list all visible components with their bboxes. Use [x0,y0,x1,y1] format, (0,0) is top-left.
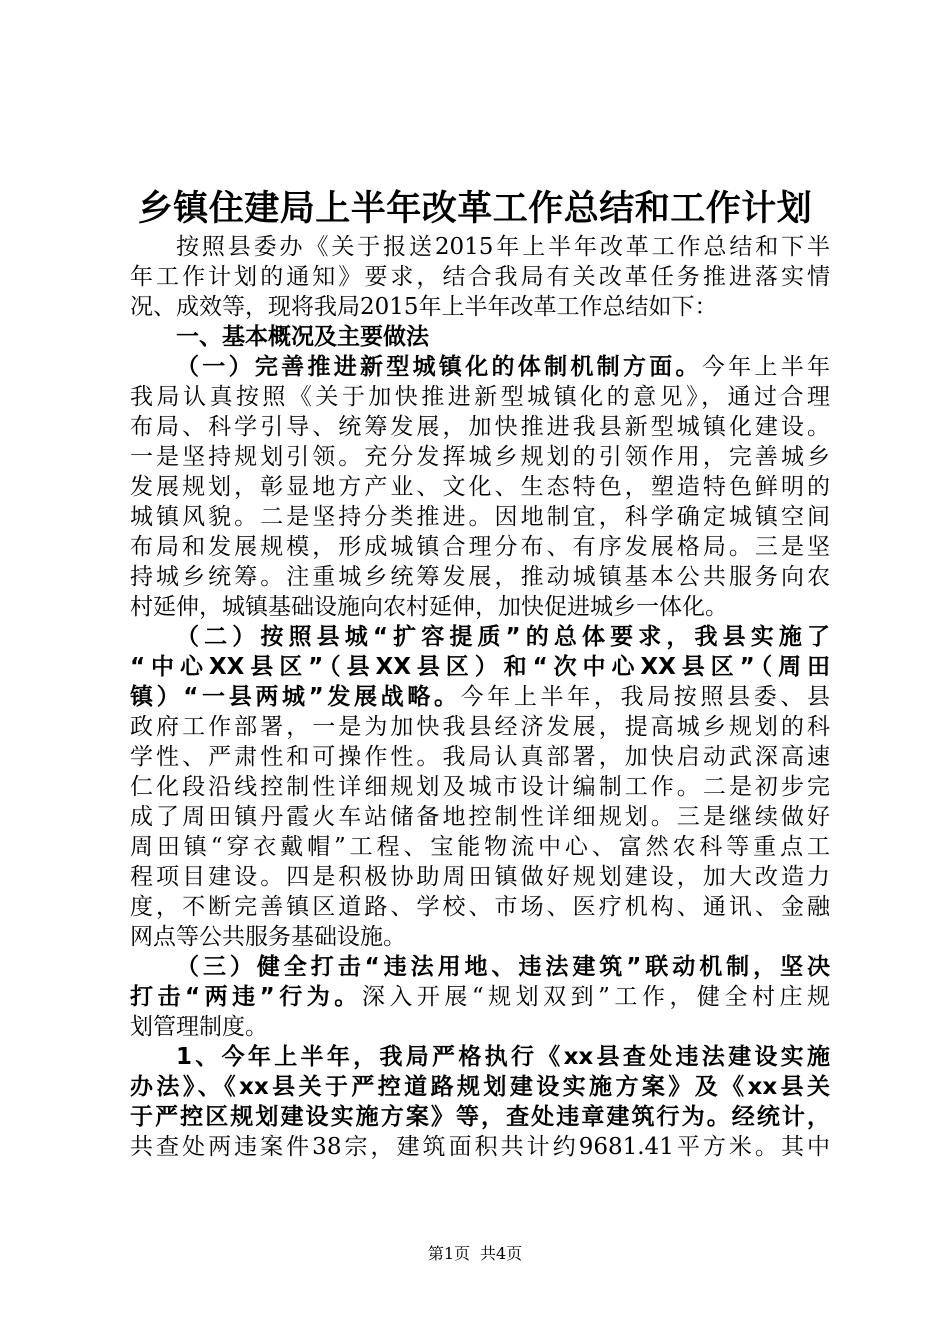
line-text: 周田镇“穿衣戴帽”工程、宝能物流中心、富然农科等重点工 [130,834,830,860]
body-line [130,262,830,292]
body-line [130,232,830,262]
body-line [130,772,830,802]
body-line [130,1072,830,1102]
body-line [130,352,830,382]
bold-text: 办法》、《xx县关于严控道路规划建设实施方案》及《xx县关 [130,1074,830,1100]
document-body [130,232,830,1162]
page-number: 第1页 [427,1244,470,1263]
bold-text: “中心XX县区”（县XX县区）和“次中心XX县区”（周田 [130,654,830,680]
bold-text: 打击“两违”行为。 [130,984,362,1010]
body-line [130,1102,830,1132]
body-line [130,412,830,442]
document-title: 乡镇住建局上半年改革工作总结和工作计划 [137,189,813,229]
line-text: 成了周田镇丹霞火车站储备地控制性详细规划。三是继续做好 [130,804,830,830]
body-line [130,502,830,532]
line-text: 年工作计划的通知》要求，结合我局有关改革任务推进落实情 [130,264,830,290]
body-line [130,742,830,772]
line-text: 布局和发展规模，形成城镇合理分布、有序发展格局。三是坚 [130,534,830,560]
body-line [130,622,830,652]
bold-text: 一、基本概况及主要做法 [176,324,429,350]
bold-text: 镇）“一县两城”发展战略。 [130,684,461,710]
body-line [130,472,830,502]
bold-text: 1、今年上半年，我局严格执行《xx县查处违法建设实施 [176,1044,830,1070]
page-footer [0,1244,950,1264]
bold-text: （二）按照县城“扩容提质”的总体要求，我县实施了 [176,624,830,650]
line-text: 一是坚持规划引领。充分发挥城乡规划的引领作用，完善城乡 [130,444,830,470]
body-line [130,592,830,622]
line-text: 划管理制度。 [130,1014,268,1040]
body-line [130,532,830,562]
line-text: 村延伸，城镇基础设施向农村延伸，加快促进城乡一体化。 [130,594,728,620]
line-text: 深入开展“规划双到”工作，健全村庄规 [361,984,830,1010]
line-text: 布局、科学引导、统筹发展，加快推进我县新型城镇化建设。 [130,414,830,440]
body-line [130,292,830,322]
body-line [130,922,830,952]
line-text: 今年上半年 [701,354,830,380]
body-line [130,802,830,832]
body-line [130,982,830,1012]
line-text: 网点等公共服务基础设施。 [130,924,406,950]
line-text: 政府工作部署，一是为加快我县经济发展，提高城乡规划的科 [130,714,830,740]
line-text: 城镇风貌。二是坚持分类推进。因地制宜，科学确定城镇空间 [130,504,830,530]
body-line [130,892,830,922]
line-text: 况、成效等，现将我局2015年上半年改革工作总结如下： [130,294,718,320]
line-text: 仁化段沿线控制性详细规划及城市设计编制工作。二是初步完 [130,774,830,800]
bold-text: 于严控区规划建设实施方案》等，查处违章建筑行为。经统计， [130,1104,830,1130]
line-text: 度，不断完善镇区道路、学校、市场、医疗机构、通讯、金融 [130,894,830,920]
body-line [130,952,830,982]
line-text: 共查处两违案件38宗，建筑面积共计约9681.41平方米。其中 [130,1134,830,1160]
line-text: 发展规划，彰显地方产业、文化、生态特色，塑造特色鲜明的 [130,474,830,500]
line-text: 程项目建设。四是积极协助周田镇做好规划建设，加大改造力 [130,864,830,890]
body-line [130,682,830,712]
line-text: 学性、严肃性和可操作性。我局认真部署，加快启动武深高速 [130,744,830,770]
line-text: 今年上半年，我局按照县委、县 [460,684,830,710]
body-line [130,712,830,742]
bold-text: （一）完善推进新型城镇化的体制机制方面。 [176,354,702,380]
page-total: 共4页 [480,1244,523,1263]
body-line [130,862,830,892]
line-text: 持城乡统筹。注重城乡统筹发展，推动城镇基本公共服务向农 [130,564,830,590]
body-line [130,832,830,862]
body-line [130,652,830,682]
body-line [130,382,830,412]
body-line [130,322,830,352]
line-text: 我局认真按照《关于加快推进新型城镇化的意见》，通过合理 [130,384,830,410]
body-line [130,1042,830,1072]
line-text: 按照县委办《关于报送2015年上半年改革工作总结和下半 [176,234,830,260]
body-line [130,1012,830,1042]
body-line [130,442,830,472]
body-line [130,562,830,592]
body-line [130,1132,830,1162]
bold-text: （三）健全打击“违法用地、违法建筑”联动机制，坚决 [176,954,830,980]
